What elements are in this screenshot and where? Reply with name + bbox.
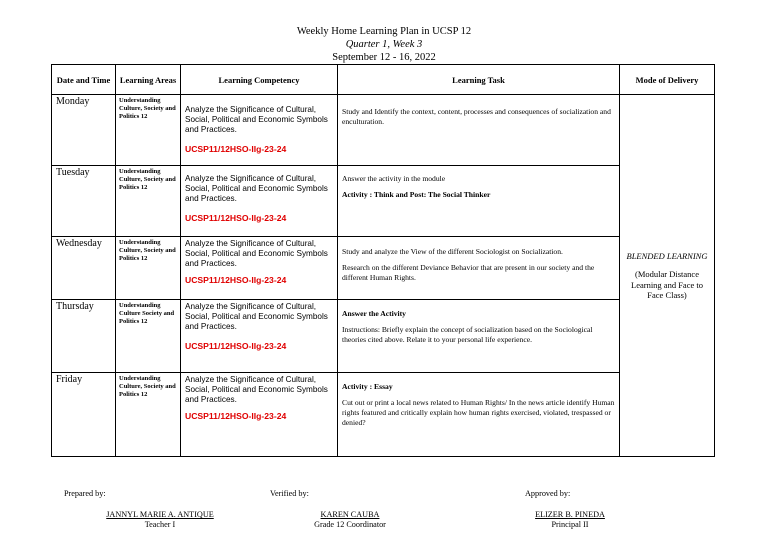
learning-area-cell: Understanding Culture, Society and Politics 12 bbox=[116, 237, 181, 300]
table-row bbox=[52, 166, 715, 237]
competency-text: Analyze the Significance of Cultural, Social, Political and Economic Symbols and Practices. bbox=[185, 105, 328, 134]
learning-area-cell: Understanding Culture, Society and Politics 12 bbox=[116, 95, 181, 166]
competency-cell bbox=[181, 95, 338, 166]
competency-code: UCSP11/12HSO-IIg-23-24 bbox=[185, 341, 287, 351]
competency-code: UCSP11/12HSO-IIg-23-24 bbox=[185, 275, 287, 285]
task-text: Answer the activity in the module bbox=[342, 174, 446, 183]
competency-text: Analyze the Significance of Cultural, Social, Political and Economic Symbols and Practices. bbox=[185, 174, 328, 203]
date-range: September 12 - 16, 2022 bbox=[332, 52, 436, 63]
document-subtitle: Quarter 1, Week 3 bbox=[345, 39, 423, 50]
column-header: Mode of Delivery bbox=[620, 65, 715, 95]
learning-area-cell: Understanding Culture, Society and Politics 12 bbox=[116, 166, 181, 237]
approved-by-name: ELIZER B. PINEDA bbox=[535, 510, 605, 519]
task-text: Study and analyze the View of the different Sociologist on Socialization. bbox=[342, 247, 563, 256]
prepared-by-label: Prepared by: bbox=[64, 489, 106, 498]
prepared-by-name: JANNYL MARIE A. ANTIQUE bbox=[106, 510, 214, 519]
competency-cell bbox=[181, 237, 338, 300]
day-cell: Thursday bbox=[52, 300, 116, 373]
learning-plan-table bbox=[51, 64, 715, 457]
task-cell bbox=[338, 95, 620, 166]
competency-code: UCSP11/12HSO-IIg-23-24 bbox=[185, 411, 287, 421]
day-cell: Friday bbox=[52, 373, 116, 457]
task-heading: Answer the Activity bbox=[342, 309, 406, 318]
task-text: Cut out or print a local news related to Human Rights/ In the news article identify Human rights featured and critically explain how human rights exercised, violated, trespassed or denied? bbox=[342, 398, 615, 427]
table-row bbox=[52, 300, 715, 373]
competency-text: Analyze the Significance of Cultural, Social, Political and Economic Symbols and Practices. bbox=[185, 375, 328, 404]
document-title: Weekly Home Learning Plan in UCSP 12 bbox=[296, 26, 472, 37]
verified-by-label: Verified by: bbox=[270, 489, 309, 498]
task-cell bbox=[338, 300, 620, 373]
task-activity: Activity : Think and Post: The Social Thinker bbox=[342, 190, 491, 199]
task-text: Instructions: Briefly explain the concept of socialization based on the Sociological theories cited above. Relate it to your personal life experience. bbox=[342, 325, 593, 344]
verified-by-name: KAREN CAUBA bbox=[320, 510, 380, 519]
prepared-by-role: Teacher I bbox=[144, 520, 176, 529]
blended-learning-label: BLENDED LEARNING bbox=[626, 250, 708, 261]
task-cell bbox=[338, 166, 620, 237]
table-row bbox=[52, 95, 715, 166]
column-header: Learning Competency bbox=[181, 65, 338, 95]
table-row bbox=[52, 237, 715, 300]
competency-cell bbox=[181, 373, 338, 457]
column-header: Learning Areas bbox=[116, 65, 181, 95]
competency-cell bbox=[181, 300, 338, 373]
table-header-row bbox=[52, 65, 715, 95]
column-header: Date and Time bbox=[52, 65, 116, 95]
competency-code: UCSP11/12HSO-IIg-23-24 bbox=[185, 144, 287, 154]
competency-code: UCSP11/12HSO-IIg-23-24 bbox=[185, 213, 287, 223]
competency-text: Analyze the Significance of Cultural, Social, Political and Economic Symbols and Practices. bbox=[185, 239, 328, 268]
day-cell: Monday bbox=[52, 95, 116, 166]
task-cell bbox=[338, 237, 620, 300]
column-header: Learning Task bbox=[338, 65, 620, 95]
approved-by-label: Approved by: bbox=[525, 489, 571, 498]
approved-by-role: Principal II bbox=[551, 520, 589, 529]
day-cell: Wednesday bbox=[52, 237, 116, 300]
competency-text: Analyze the Significance of Cultural, Social, Political and Economic Symbols and Practices. bbox=[185, 302, 328, 331]
task-text: Research on the different Deviance Behavior that are present in our society and the different Human Rights. bbox=[342, 263, 595, 282]
verified-by-role: Grade 12 Coordinator bbox=[314, 520, 386, 529]
prepared-by-signature bbox=[80, 510, 240, 530]
competency-cell bbox=[181, 166, 338, 237]
day-cell: Tuesday bbox=[52, 166, 116, 237]
task-heading: Activity : Essay bbox=[342, 382, 393, 391]
mode-of-delivery-cell bbox=[620, 95, 715, 457]
approved-by-signature bbox=[500, 510, 640, 530]
table-row bbox=[52, 373, 715, 457]
task-cell bbox=[338, 373, 620, 457]
task-text: Study and Identify the context, content, processes and consequences of socialization and enculturation. bbox=[342, 107, 611, 126]
learning-area-cell: Understanding Culture, Society and Politics 12 bbox=[116, 373, 181, 457]
verified-by-signature bbox=[280, 510, 420, 530]
learning-area-cell: Understanding Culture Society and Politics 12 bbox=[116, 300, 181, 373]
mode-detail: (Modular Distance Learning and Face to Face Class) bbox=[631, 269, 703, 300]
